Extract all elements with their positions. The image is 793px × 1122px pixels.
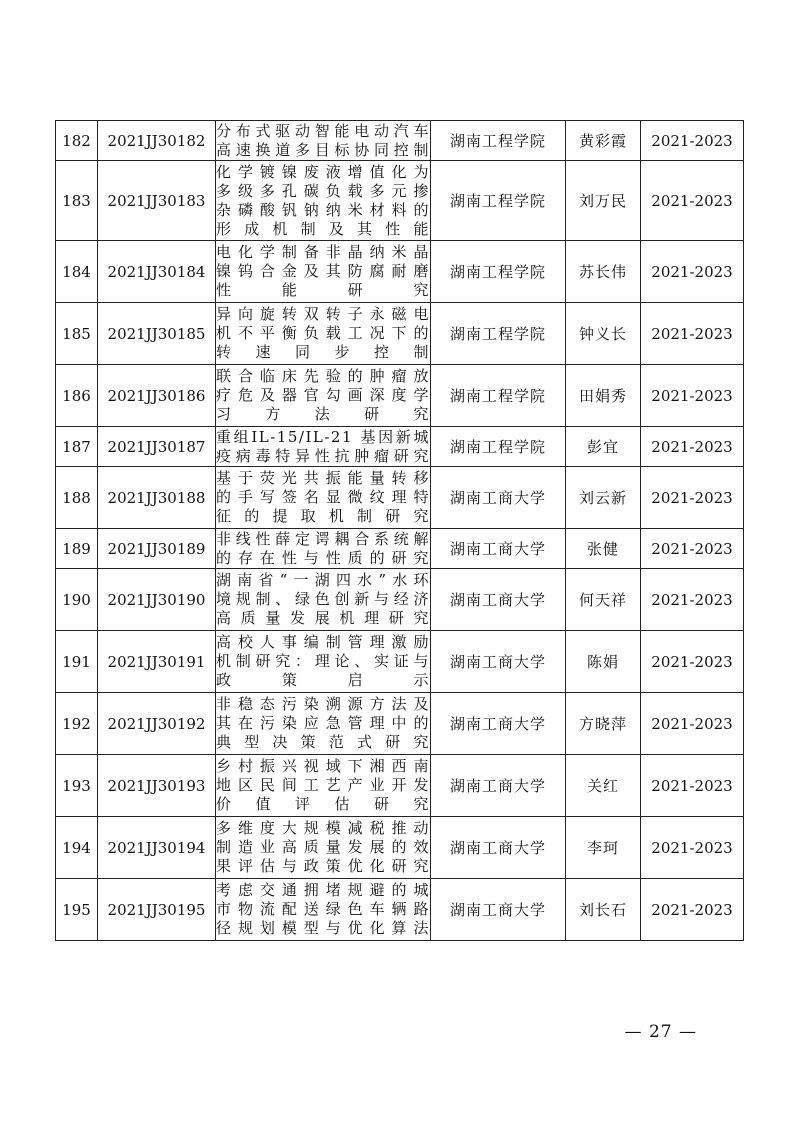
project-title [216, 879, 431, 941]
project-title-line: 地区民间工艺产业开发 [216, 776, 430, 794]
project-title-line: 境规制、绿色创新与经济 [216, 590, 430, 608]
project-code: 2021JJ30190 [98, 569, 216, 631]
project-code: 2021JJ30182 [98, 121, 216, 161]
project-leader: 方晓萍 [566, 693, 641, 755]
project-title-line: 化学镀镍废液增值化为 [216, 162, 430, 181]
project-title-line: 性能研究 [216, 281, 430, 299]
project-title-line: 形成机制及其性能 [216, 219, 430, 238]
row-index: 186 [56, 365, 98, 427]
row-index: 190 [56, 569, 98, 631]
project-title [216, 631, 431, 693]
project-period: 2021-2023 [641, 569, 744, 631]
project-leader: 张健 [566, 529, 641, 569]
table-row [56, 569, 744, 631]
project-title [216, 569, 431, 631]
project-period: 2021-2023 [641, 631, 744, 693]
project-code: 2021JJ30188 [98, 467, 216, 529]
project-title-line: 杂磷酸钒钠纳米材料的 [216, 200, 430, 219]
project-leader: 刘云新 [566, 467, 641, 529]
institution: 湖南工程学院 [431, 427, 566, 467]
project-title [216, 365, 431, 427]
page-number: — 27 — [624, 1022, 697, 1042]
project-title-line: 考虑交通拥堵规避的城 [216, 881, 430, 899]
project-title-line: 联合临床先验的肿瘤放 [216, 367, 430, 385]
project-title-line: 果评估与政策优化研究 [216, 857, 430, 875]
project-leader: 刘万民 [566, 161, 641, 241]
project-table [55, 120, 744, 941]
project-title [216, 529, 431, 569]
project-period: 2021-2023 [641, 427, 744, 467]
page-number-footer [0, 1022, 793, 1042]
project-title-line: 政策启示 [216, 671, 430, 689]
project-leader: 何天祥 [566, 569, 641, 631]
institution: 湖南工程学院 [431, 241, 566, 303]
project-period: 2021-2023 [641, 121, 744, 161]
project-title-line: 非线性薛定谔耦合系统解 [216, 529, 430, 548]
project-title-line: 多级多孔碳负载多元掺 [216, 181, 430, 200]
project-period: 2021-2023 [641, 693, 744, 755]
project-period: 2021-2023 [641, 817, 744, 879]
project-period: 2021-2023 [641, 365, 744, 427]
project-title-line: 重组IL-15/IL-21 基因新城 [216, 427, 430, 446]
project-title-line: 非稳态污染溯源方法及 [216, 695, 430, 713]
row-index: 184 [56, 241, 98, 303]
row-index: 187 [56, 427, 98, 467]
project-leader: 田娟秀 [566, 365, 641, 427]
project-title [216, 467, 431, 529]
project-title-line: 的手写签名显微纹理特 [216, 488, 430, 506]
project-title-line: 其在污染应急管理中的 [216, 714, 430, 732]
project-code: 2021JJ30184 [98, 241, 216, 303]
row-index: 193 [56, 755, 98, 817]
project-title-line: 异向旋转双转子永磁电 [216, 305, 430, 323]
row-index: 188 [56, 467, 98, 529]
institution: 湖南工商大学 [431, 467, 566, 529]
row-index: 189 [56, 529, 98, 569]
project-leader: 黄彩霞 [566, 121, 641, 161]
project-leader: 苏长伟 [566, 241, 641, 303]
project-code: 2021JJ30185 [98, 303, 216, 365]
row-index: 183 [56, 161, 98, 241]
table-row [56, 755, 744, 817]
institution: 湖南工程学院 [431, 121, 566, 161]
project-title-line: 典型决策范式研究 [216, 733, 430, 751]
institution: 湖南工程学院 [431, 365, 566, 427]
project-title [216, 303, 431, 365]
row-index: 192 [56, 693, 98, 755]
project-leader: 李珂 [566, 817, 641, 879]
project-title-line: 乡村振兴视域下湘西南 [216, 757, 430, 775]
institution: 湖南工商大学 [431, 569, 566, 631]
project-title-line: 高质量发展机理研究 [216, 609, 430, 627]
row-index: 182 [56, 121, 98, 161]
project-leader: 关红 [566, 755, 641, 817]
project-title-line: 转速同步控制 [216, 343, 430, 361]
project-title [216, 121, 431, 161]
institution: 湖南工商大学 [431, 879, 566, 941]
row-index: 191 [56, 631, 98, 693]
project-title-line: 制造业高质量发展的效 [216, 838, 430, 856]
project-code: 2021JJ30193 [98, 755, 216, 817]
project-title [216, 241, 431, 303]
project-title-line: 机制研究：理论、实证与 [216, 652, 430, 670]
project-title-line: 高速换道多目标协同控制 [216, 140, 430, 159]
project-title [216, 693, 431, 755]
project-title-line: 疗危及器官勾画深度学 [216, 386, 430, 404]
project-title-line: 习方法研究 [216, 405, 430, 423]
institution: 湖南工商大学 [431, 693, 566, 755]
project-code: 2021JJ30194 [98, 817, 216, 879]
project-code: 2021JJ30187 [98, 427, 216, 467]
table-row [56, 467, 744, 529]
institution: 湖南工商大学 [431, 631, 566, 693]
table-row [56, 365, 744, 427]
project-title-line: 高校人事编制管理激励 [216, 633, 430, 651]
institution: 湖南工商大学 [431, 817, 566, 879]
project-title-line: 径规划模型与优化算法 [216, 919, 430, 937]
project-title-line: 多维度大规模减税推动 [216, 819, 430, 837]
project-title [216, 161, 431, 241]
project-period: 2021-2023 [641, 755, 744, 817]
project-leader: 刘长石 [566, 879, 641, 941]
project-code: 2021JJ30183 [98, 161, 216, 241]
project-title-line: 机不平衡负载工况下的 [216, 324, 430, 342]
project-leader: 钟义长 [566, 303, 641, 365]
table-row [56, 879, 744, 941]
project-title [216, 427, 431, 467]
project-title-line: 分布式驱动智能电动汽车 [216, 121, 430, 140]
project-leader: 彭宜 [566, 427, 641, 467]
project-title-line: 电化学制备非晶纳米晶 [216, 243, 430, 261]
project-period: 2021-2023 [641, 879, 744, 941]
project-title-line: 价值评估研究 [216, 795, 430, 813]
project-title [216, 817, 431, 879]
table-row [56, 161, 744, 241]
table-row [56, 303, 744, 365]
institution: 湖南工商大学 [431, 529, 566, 569]
project-code: 2021JJ30195 [98, 879, 216, 941]
project-title-line: 的存在性与性质的研究 [216, 548, 430, 567]
project-period: 2021-2023 [641, 241, 744, 303]
table-row [56, 241, 744, 303]
project-title-line: 基于荧光共振能量转移 [216, 469, 430, 487]
project-code: 2021JJ30186 [98, 365, 216, 427]
project-period: 2021-2023 [641, 467, 744, 529]
table-row [56, 631, 744, 693]
project-period: 2021-2023 [641, 529, 744, 569]
table-row [56, 817, 744, 879]
project-title [216, 755, 431, 817]
project-title-line: 疫病毒特异性抗肿瘤研究 [216, 446, 430, 465]
row-index: 185 [56, 303, 98, 365]
project-leader: 陈娟 [566, 631, 641, 693]
table-row [56, 121, 744, 161]
table-row [56, 693, 744, 755]
institution: 湖南工商大学 [431, 755, 566, 817]
project-code: 2021JJ30189 [98, 529, 216, 569]
row-index: 194 [56, 817, 98, 879]
table-row [56, 529, 744, 569]
project-title-line: 镍钨合金及其防腐耐磨 [216, 262, 430, 280]
institution: 湖南工程学院 [431, 161, 566, 241]
project-title-line: 市物流配送绿色车辆路 [216, 900, 430, 918]
row-index: 195 [56, 879, 98, 941]
table-row [56, 427, 744, 467]
project-code: 2021JJ30192 [98, 693, 216, 755]
project-period: 2021-2023 [641, 161, 744, 241]
project-period: 2021-2023 [641, 303, 744, 365]
project-title-line: 征的提取机制研究 [216, 507, 430, 525]
institution: 湖南工程学院 [431, 303, 566, 365]
project-title-line: 湖南省“一湖四水”水环 [216, 571, 430, 589]
project-code: 2021JJ30191 [98, 631, 216, 693]
